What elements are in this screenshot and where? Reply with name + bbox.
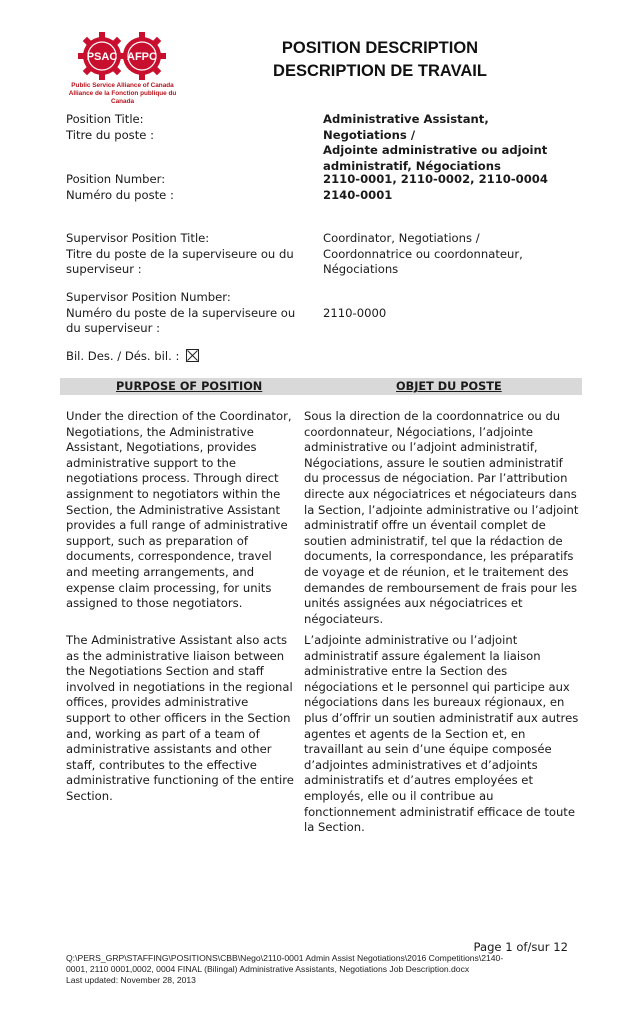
bilingual-row: [66, 349, 566, 365]
purpose-paragraph-fr-2: L’adjointe administrative ou l’adjoint administratif assure également la liaison administrative entre la Section des négociations et le personnel qui participe aux négociations dans les bureaux régionaux, en plus d’offrir un soutien administratif aux autres agentes et agents de la Section et, en travaillant au sein d’une équipe composée d’adjointes administratives et d’adjoints administratifs et d’autres employées et employés, elle ou il contribue au fonctionnement administratif efficace de toute la Section.: [304, 633, 579, 835]
page-number: Page 1 of/sur 12: [473, 940, 568, 954]
position-title-label-fr: Titre du poste :: [66, 127, 154, 142]
footer-path: [66, 953, 566, 986]
position-number-value-2: 2140-0001: [323, 187, 393, 202]
supervisor-title-label-en: Supervisor Position Title:: [66, 231, 210, 245]
footer-path-line-1: Q:\PERS_GRP\STAFFING\POSITIONS\CBB\Nego\2110-0001 Admin Assist Negotiations\2016 Competitions\2140-: [66, 953, 504, 963]
position-title-value-1: Administrative Assistant, Negotiations /: [323, 112, 489, 142]
supervisor-title-label-fr-1: Titre du poste de la superviseure ou du: [66, 246, 294, 261]
logo-caption-en: Public Service Alliance of Canada: [71, 82, 174, 89]
purpose-heading-en: PURPOSE OF POSITION: [116, 380, 263, 393]
position-title-value-3: administratif, Négociations: [323, 158, 501, 173]
bilingual-checkbox[interactable]: [186, 349, 199, 362]
supervisor-number-label-fr-2: du superviseur :: [66, 321, 161, 335]
supervisor-title-value-1: Coordinator, Negotiations /: [323, 231, 480, 245]
logo-caption-fr: Alliance de la Fonction publique du Canada: [68, 90, 177, 105]
supervisor-number-value: 2110-0000: [323, 305, 387, 320]
logo-right-text: AFPC: [127, 51, 157, 63]
position-number-label-fr: Numéro du poste :: [66, 187, 174, 202]
logo-left-text: PSAC: [86, 51, 118, 63]
bilingual-label: Bil. Des. / Dés. bil. :: [66, 349, 180, 363]
purpose-paragraph-en-2: The Administrative Assistant also acts as the administrative liaison between the Negotiations Section and staff involved in negotiations in the regional offices, provides administrative support to other officers in the Section and, working as part of a team of administrative assistants and other staff, contributes to the effective administrative functioning of the entire Section.: [66, 633, 294, 803]
logo-caption: [60, 82, 185, 106]
purpose-paragraph-en-1: Under the direction of the Coordinator, Negotiations, the Administrative Assistant, Negotiations, provides administrative support to the negotiations process. Through direct assignment to negotiators within the Section, the Administrative Assistant provides a full range of administrative support, such as preparation of documents, correspondence, travel and meeting arrangements, and expense claim processing, for units assigned to those negotiators.: [66, 409, 292, 611]
supervisor-title-label-fr-2: superviseur :: [66, 262, 142, 276]
purpose-heading-fr: OBJET DU POSTE: [396, 380, 502, 393]
document-title-fr: DESCRIPTION DE TRAVAIL: [273, 62, 487, 80]
footer-path-line-2: 0001, 2110 0001,0002, 0004 FINAL (Bilingal) Administrative Assistants, Negotiations Job Description.docx: [66, 964, 470, 974]
supervisor-number-label-en: Supervisor Position Number:: [66, 290, 231, 304]
section-banner: [60, 378, 582, 395]
position-title-value-2: Adjointe administrative ou adjoint: [323, 143, 548, 157]
checkbox-x-icon: [187, 350, 198, 361]
supervisor-number-label-fr-1: Numéro du poste de la superviseure ou: [66, 305, 296, 320]
position-number-label-en: Position Number:: [66, 172, 166, 186]
position-number-value-1: 2110-0001, 2110-0002, 2110-0004: [323, 172, 548, 186]
supervisor-title-value-3: Négociations: [323, 262, 399, 276]
position-title-label-en: Position Title:: [66, 112, 144, 126]
supervisor-title-value-2: Coordonnatrice ou coordonnateur,: [323, 246, 523, 261]
purpose-paragraph-fr-1: Sous la direction de la coordonnatrice ou du coordonnateur, Négociations, l’adjointe administrative ou l’adjoint administratif, Négociations, assure le soutien administratif du processus de négociation. Par l’attribution directe aux négociatrices et négociateurs dans la Section, l’adjointe administrative ou l’adjoint administratif offre un éventail complet de soutien administratif, tel que la rédaction de documents, la correspondance, les préparatifs de voyage et de réunion, et le traitement des demandes de remboursement de frais pour les unités assignées aux négociatrices et négociateurs.: [304, 409, 579, 626]
document-title-en: POSITION DESCRIPTION: [281, 39, 479, 57]
footer-last-updated: Last updated: November 28, 2013: [66, 975, 196, 985]
